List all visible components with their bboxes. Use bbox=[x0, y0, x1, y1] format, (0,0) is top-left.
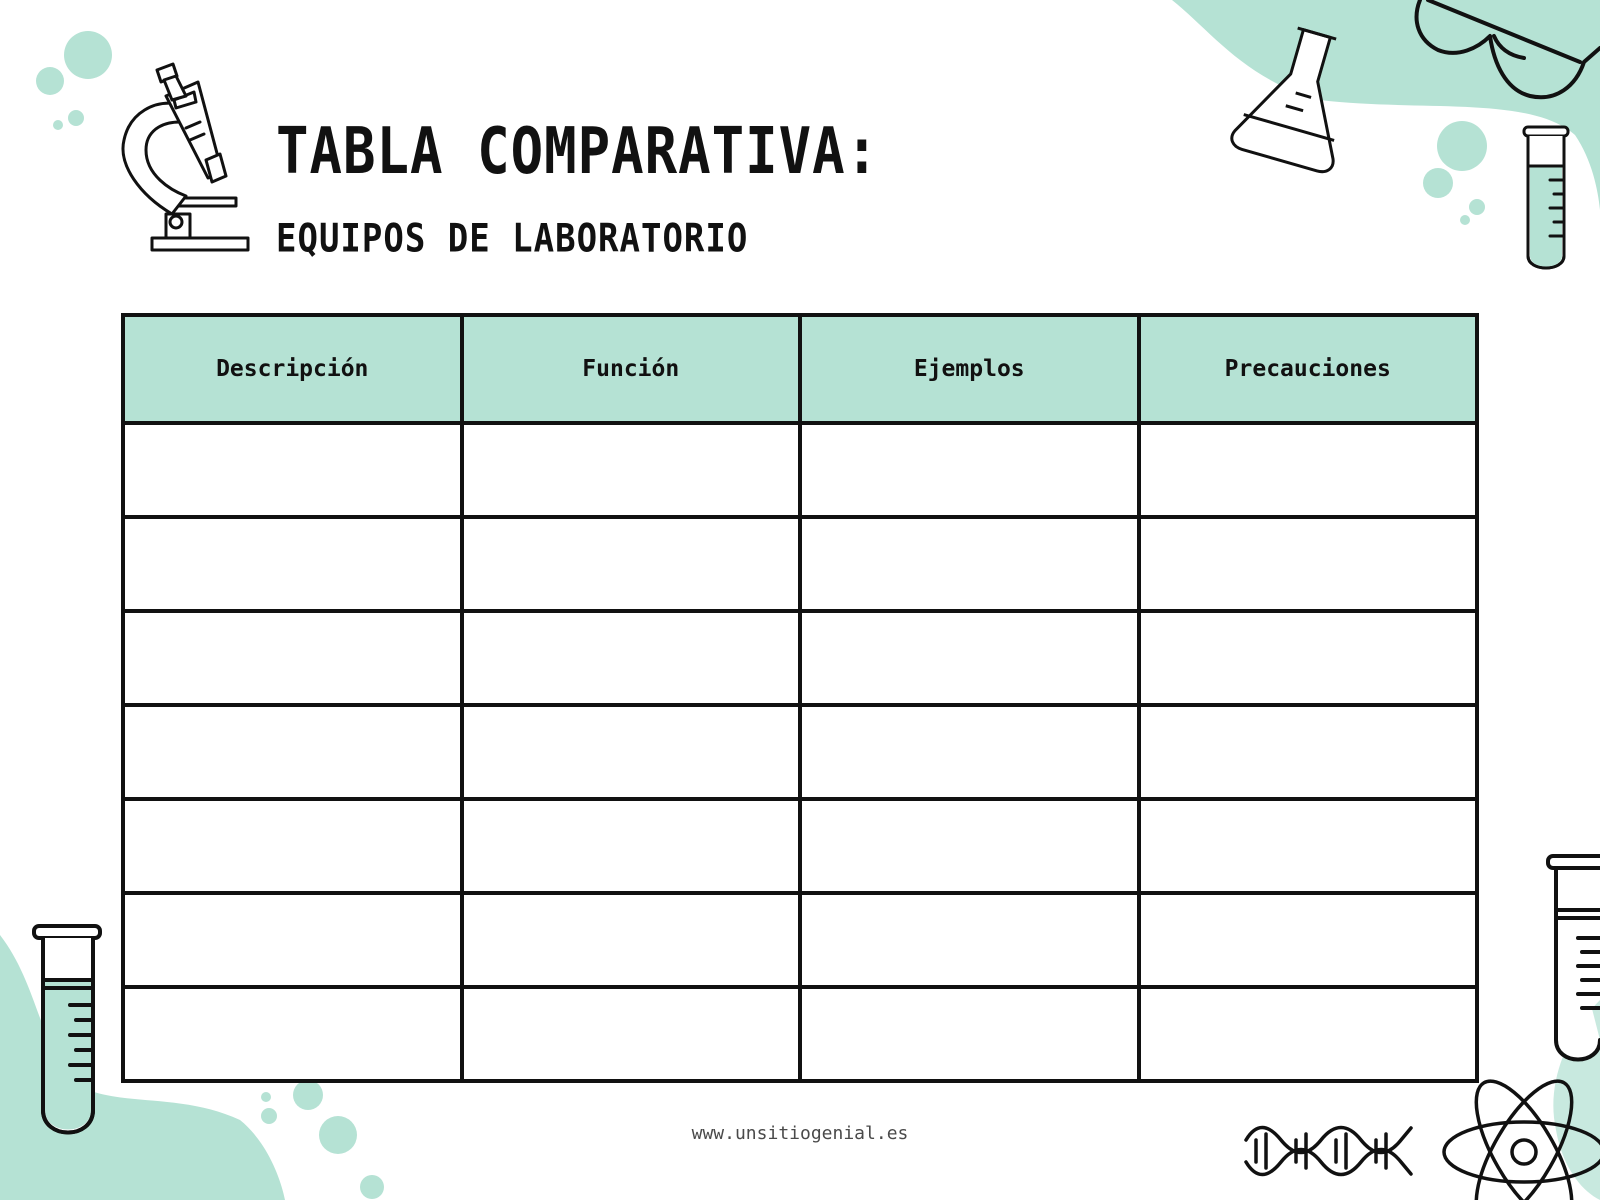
table-cell bbox=[1139, 893, 1478, 987]
table-cell bbox=[123, 611, 462, 705]
table-row bbox=[123, 611, 1477, 705]
table-cell bbox=[462, 423, 801, 517]
table-cell bbox=[1139, 423, 1478, 517]
table-cell bbox=[800, 799, 1139, 893]
table-header-row bbox=[123, 315, 1477, 423]
table-row bbox=[123, 893, 1477, 987]
table-cell bbox=[800, 611, 1139, 705]
table-cell bbox=[462, 987, 801, 1081]
table-cell bbox=[1139, 611, 1478, 705]
table-cell bbox=[123, 987, 462, 1081]
column-header-descripcion: Descripción bbox=[123, 315, 462, 423]
footer-url: www.unsitiogenial.es bbox=[691, 1123, 909, 1144]
table-cell bbox=[800, 893, 1139, 987]
table-cell bbox=[1139, 799, 1478, 893]
column-header-funcion: Función bbox=[462, 315, 801, 423]
table-row bbox=[123, 517, 1477, 611]
comparison-table bbox=[121, 313, 1479, 1083]
table-cell bbox=[123, 705, 462, 799]
table-cell bbox=[800, 423, 1139, 517]
table-cell bbox=[800, 705, 1139, 799]
table-cell bbox=[800, 987, 1139, 1081]
table-cell bbox=[1139, 987, 1478, 1081]
test-tube-icon bbox=[1548, 856, 1600, 1060]
test-tube-icon bbox=[1524, 127, 1568, 268]
table-cell bbox=[123, 799, 462, 893]
table-cell bbox=[462, 517, 801, 611]
table-cell bbox=[1139, 517, 1478, 611]
table-cell bbox=[123, 517, 462, 611]
table-cell bbox=[462, 799, 801, 893]
page-subtitle: EQUIPOS DE LABORATORIO bbox=[276, 216, 749, 262]
table-row bbox=[123, 423, 1477, 517]
table-cell bbox=[462, 611, 801, 705]
table-cell bbox=[123, 893, 462, 987]
column-header-precauciones: Precauciones bbox=[1139, 315, 1478, 423]
table-body bbox=[123, 423, 1477, 1081]
table-cell bbox=[800, 517, 1139, 611]
page-title: TABLA COMPARATIVA: bbox=[276, 114, 880, 189]
table-row bbox=[123, 705, 1477, 799]
table-cell bbox=[123, 423, 462, 517]
table-row bbox=[123, 987, 1477, 1081]
bubbles-top-left bbox=[36, 31, 112, 130]
microscope-icon bbox=[123, 64, 248, 250]
table-cell bbox=[1139, 705, 1478, 799]
column-header-ejemplos: Ejemplos bbox=[800, 315, 1139, 423]
bubbles-top-right bbox=[1423, 121, 1487, 225]
test-tube-icon bbox=[34, 926, 100, 1133]
table-cell bbox=[462, 893, 801, 987]
table-row bbox=[123, 799, 1477, 893]
table-cell bbox=[462, 705, 801, 799]
